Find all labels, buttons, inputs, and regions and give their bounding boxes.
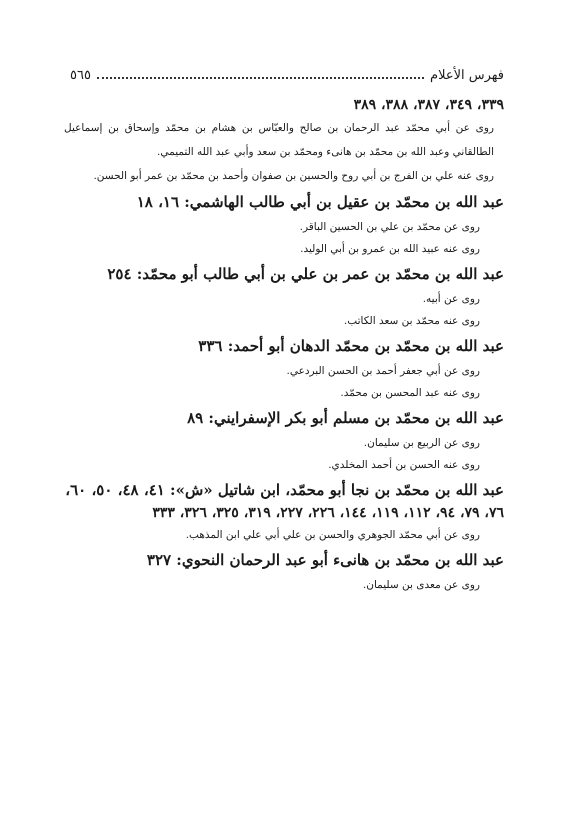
entry-line: روى عنه عبد المحسن بن محمّد.: [340, 387, 480, 399]
index-entry: [64, 546, 510, 596]
narrated-by-text: روى عنه علي بن الفرج بن أبي روح والحسين بن صفوان وأحمد بن محمّد بن عمر أبو الحسن.: [93, 170, 494, 182]
index-entry: [64, 188, 510, 260]
entry-heading: عبد الله بن محمّد بن مسلم أبو بكر الإسفرايني: ٨٩: [187, 409, 504, 427]
entry-line: روى عن أبي محمّد الجوهري والحسن بن علي أبي علي ابن المذهب.: [185, 529, 480, 541]
index-entry: [64, 332, 510, 404]
entry-heading: عبد الله بن محمّد بن عقيل بن أبي طالب الهاشمي: ١٦، ١٨: [136, 193, 504, 211]
entry-line: روى عن الربيع بن سليمان.: [363, 437, 480, 449]
page-number: ٥٦٥: [70, 67, 91, 83]
entry-line: روى عن أبيه.: [422, 293, 480, 305]
entry-line: روى عنه الحسن بن أحمد المخلدي.: [328, 459, 480, 471]
narrated-from-text: روى عن أبي محمّد عبد الرحمان بن صالح والعبّاس بن هشام بن محمّد وإسحاق بن إسماعيل الطالقاني وعبد الله بن محمّد بن هانىء ومحمّد بن سعد وأبي عبد الله التميمي.: [64, 122, 494, 158]
index-content: [64, 96, 510, 596]
entry-line: روى عنه عبيد الله بن عمرو بن أبي الوليد.: [300, 243, 480, 255]
index-entry: [64, 476, 510, 546]
running-header: [70, 64, 504, 86]
entry-heading: عبد الله بن محمّد بن نجا أبو محمّد، ابن شاتيل «ش»: ٤١، ٤٨، ٥٠، ٦٠،: [65, 481, 504, 499]
entry-heading: عبد الله بن محمّد بن عمر بن علي بن أبي طالب أبو محمّد: ٢٥٤: [107, 265, 504, 283]
index-entry: [64, 260, 510, 332]
entry-page-references: ٣٣٩، ٣٤٩، ٣٨٧، ٣٨٨، ٣٨٩: [353, 97, 504, 113]
entry-line: روى عنه محمّد بن سعد الكاتب.: [343, 315, 480, 327]
entry-heading: عبد الله بن محمّد بن محمّد الدهان أبو أحمد: ٣٣٦: [198, 337, 504, 355]
entry-page-references: ٧٦، ٧٩، ٩٤، ١١٢، ١١٩، ١٤٤، ٢٢٦، ٢٢٧، ٣١٩، ٣٢٥، ٣٢٦، ٣٣٣: [152, 505, 504, 521]
entry-line: روى عن محمّد بن علي بن الحسين الباقر.: [299, 221, 480, 233]
entry-line: روى عن أبي جعفر أحمد بن الحسن البردعي.: [286, 365, 480, 377]
entry-heading: عبد الله بن محمّد بن هانىء أبو عبد الرحمان النحوي: ٣٢٧: [146, 551, 504, 569]
index-title: فهرس الأعلام: [430, 67, 504, 83]
index-entry: [64, 404, 510, 476]
dot-leader: [97, 77, 424, 79]
entry-line: روى عن معدى بن سليمان.: [362, 579, 480, 591]
